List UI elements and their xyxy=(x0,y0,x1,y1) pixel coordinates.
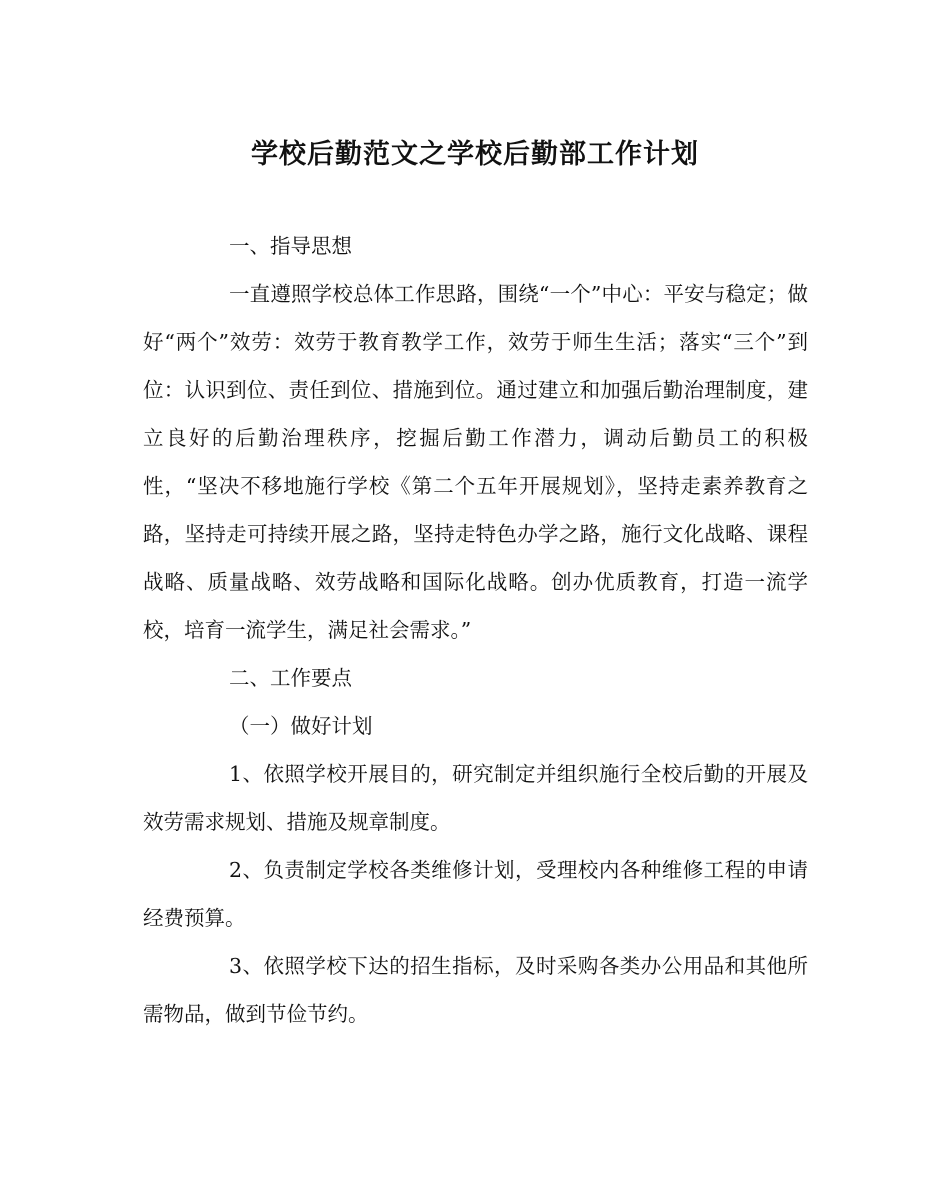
section-heading-work-points: 二、工作要点 xyxy=(229,666,352,690)
document-title: 学校后勤范文之学校后勤部工作计划 xyxy=(251,139,699,170)
document-body xyxy=(143,222,808,1038)
list-item: 3、依照学校下达的招生指标，及时采购各类办公用品和其他所需物品，做到节俭节约。 xyxy=(143,954,808,1026)
guiding-ideology-paragraph: 一直遵照学校总体工作思路，围绕“一个”中心：平安与稳定；做好“两个”效劳：效劳于教育教学工作，效劳于师生生活；落实“三个”到位：认识到位、责任到位、措施到位。通过建立和加强后勤治理制度，建立良好的后勤治理秩序，挖掘后勤工作潜力，调动后勤员工的积极性，“坚决不移地施行学校《第二个五年开展规划》，坚持走素养教育之路，坚持走可持续开展之路，坚持走特色办学之路，施行文化战略、课程战略、质量战略、效劳战略和国际化战略。创办优质教育，打造一流学校，培育一流学生，满足社会需求。” xyxy=(143,282,808,642)
list-item: 2、负责制定学校各类维修计划，受理校内各种维修工程的申请经费预算。 xyxy=(143,858,808,930)
subsection-heading-planning: （一）做好计划 xyxy=(229,714,373,738)
list-item: 1、依照学校开展目的，研究制定并组织施行全校后勤的开展及效劳需求规划、措施及规章制度。 xyxy=(143,762,808,834)
section-heading-guiding-ideology: 一、指导思想 xyxy=(229,234,352,258)
